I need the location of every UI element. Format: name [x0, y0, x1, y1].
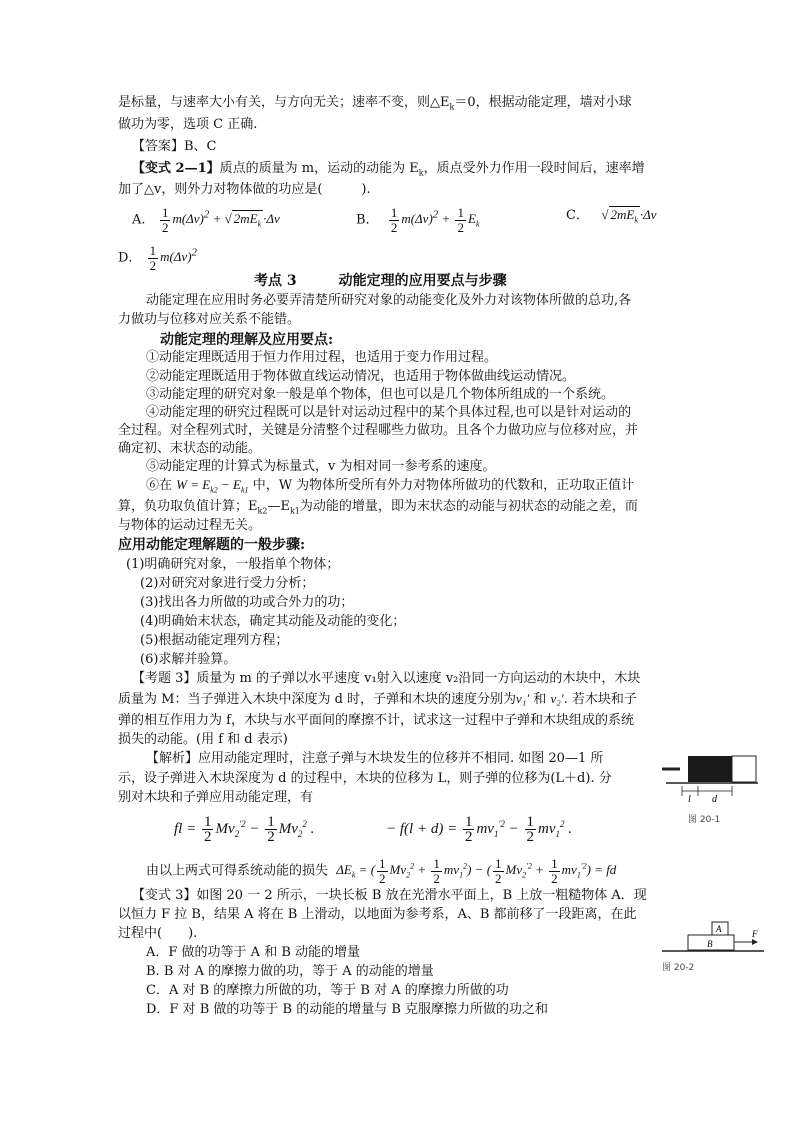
wooden-block-dark [688, 756, 732, 782]
force-label: F [752, 929, 758, 939]
step-6: (6)求解并验算。 [140, 652, 237, 667]
variant-3-line-1: 【变式 3】如图 20 一 2 所示，一块长板 B 放在光滑水平面上，B 上放一粗糙物体 A．现 [132, 888, 647, 903]
section-paragraph-line-2: 力做功与位移对应关系不能错。 [118, 312, 301, 327]
option-d: D． $\frac{1}{2}$ $m(\Delta v)^2$ [118, 242, 197, 273]
wooden-block-light [732, 756, 756, 782]
variant-3-option-a: A．F 做的功等于 A 和 B 动能的增量 [146, 945, 361, 960]
variant-3-line-2: 以恒力 F 拉 B，结果 A 将在 B 上滑动，以地面为参考系，A、B 都前移了一段距离，在此 [118, 907, 637, 922]
variant-3-option-d: D．F 对 B 做的功等于 B 的动能的增量与 B 克服摩擦力所做的功之和 [146, 1002, 549, 1017]
variant-3-line-3: 过程中( ). [118, 926, 198, 941]
figure-20-2 [660, 920, 770, 960]
figure-20-2-caption: 图 20-2 [662, 963, 695, 973]
step-5: (5)根据动能定理列方程； [140, 633, 289, 648]
point-2: ②动能定理既适用于物体做直线运动情况，也适用于物体做曲线运动情况。 [146, 369, 576, 384]
fig1-label-d: d [712, 794, 717, 805]
variant-3-option-b: B. B 对 A 的摩擦力做的功，等于 A 的动能的增量 [146, 964, 434, 979]
point-5: ⑤动能定理的计算式为标量式，v 为相对同一参考系的速度。 [146, 459, 496, 474]
step-4: (4)明确始末状态，确定其动能及动能的变化； [140, 614, 406, 629]
option-a: A. $\frac{1}{2}$ $m(\Delta v)^2$ + √ $2mE_k \cdot\Delta v$ [132, 204, 280, 235]
solution-line-1: 【解析】应用动能定理时，注意子弹与木块发生的位移并不相同. 如图 20—1 所 [146, 751, 604, 766]
point-3: ③动能定理的研究对象一般是单个物体，但也可以是几个物体所组成的一个系统。 [146, 387, 615, 402]
points-title: 动能定理的理解及应用要点: [160, 332, 334, 348]
solution-line-3: 别对木块和子弹应用动能定理，有 [118, 790, 314, 805]
figure-20-1-caption: 图 20-1 [688, 815, 721, 825]
section-title: 考点 3 动能定理的应用要点与步骤 [254, 273, 507, 289]
variant-3-option-c: C．A 对 B 的摩擦力所做的功，等于 B 对 A 的摩擦力所做的功 [146, 983, 509, 998]
step-1: (1)明确研究对象，一般指单个物体； [126, 557, 340, 572]
section-paragraph-line-1: 动能定理在应用时务必要弄清楚所研究对象的动能变化及外力对该物体所做的总功,各 [146, 293, 632, 308]
option-c: C． √ $2mE_k \cdot\Delta v$ [566, 207, 657, 225]
problem-3-line-4: 损失的动能。(用 f 和 d 表示) [118, 732, 288, 747]
variant-2-1-line-2: 加了△v，则外力对物体做的功应是( ). [118, 182, 371, 197]
answer-line: 【答案】B、C [132, 139, 217, 154]
fig1-label-l: l [688, 794, 691, 805]
problem-3-line-3: 弹的相互作用力为 f，木块与水平面间的摩擦不计，试求这一过程中子弹和木块组成的系统 [118, 713, 634, 728]
point-4-cont-1: 全过程。对全程列式时，关键是分清整个过程哪些力做功。且各个力做功应与位移对应，并 [118, 423, 639, 438]
point-4-cont-2: 确定初、末状态的动能。 [118, 441, 262, 456]
step-2: (2)对研究对象进行受力分析； [140, 576, 315, 591]
point-6-line-2: 算，负功取负值计算；$E_{k2}—E_{k1}$为动能的增量，即为末状态的动能与初状态的动能之差，而 [118, 499, 638, 516]
board-b-label: B [707, 939, 713, 949]
figure-20-1 [660, 752, 760, 814]
kinetic-energy-loss: 由以上两式可得系统动能的损失 $\Delta E_k$ = ( $\frac{1}{2}$ $Mv_2^2$ + $\frac{1}{2}$ $mv_1^2$) − ( $\frac{1}{2}$ $Mv_2^{'2}$ + $\frac{1}{2}$ $mv_1^{'2}$) = fd [146, 855, 617, 886]
equation-1: fl = $\frac{1}{2}$ $Mv_2^{'2}$ − $\frac{1}{2}$ $Mv_2^2$ . [174, 814, 315, 846]
equation-2: − f(l + d) = $\frac{1}{2}$ $mv_1^{'2}$ − $\frac{1}{2}$ $mv_1^2$ . [386, 814, 573, 846]
solution-line-2: 示，设子弹进入木块深度为 d 的过程中，木块的位移为 L，则子弹的位移为(L＋d). 分 [118, 771, 612, 786]
step-3: (3)找出各力所做的功或合外力的功； [140, 595, 354, 610]
problem-3-line-1: 【考题 3】质量为 m 的子弹以水平速度 v₁射入以速度 v₂沿同一方向运动的木块中，木块 [132, 671, 641, 686]
point-6-line-3: 与物体的运动过程无关。 [118, 518, 262, 533]
option-b: B． $\frac{1}{2}$ $m(\Delta v)^2$ + $\frac{1}{2}$ $E_k$ [356, 204, 480, 235]
intro-line-2: 做功为零，选项 C 正确. [118, 117, 258, 132]
variant-2-1-line-1: 【变式 2—1】质点的质量为 m，运动的动能为 $E_k$，质点受外力作用一段时间后，速率增 [132, 161, 645, 178]
point-6-line-1: ⑥在 $W = E_{k2} - E_{k1}$ 中，W 为物体所受所有外力对物体所做功的代数和，正功取正值计 [146, 477, 635, 495]
point-1: ①动能定理既适用于恒力作用过程，也适用于变力作用过程。 [146, 350, 498, 365]
intro-line-1: 是标量，与速率大小有关，与方向无关；速率不变，则$\triangle E_k=0$，根据动能定理，墙对小球 [118, 95, 632, 112]
point-4: ④动能定理的研究过程既可以是针对运动过程中的某个具体过程,也可以是针对运动的 [146, 405, 632, 420]
problem-3-line-2: 质量为 M：当子弹进入木块中深度为 d 时，子弹和木块的速度分别为v₁′ 和 v₂′. 若木块和子 [118, 691, 637, 707]
block-a-label: A [716, 924, 722, 934]
steps-title: 应用动能定理解题的一般步骤: [118, 537, 306, 553]
